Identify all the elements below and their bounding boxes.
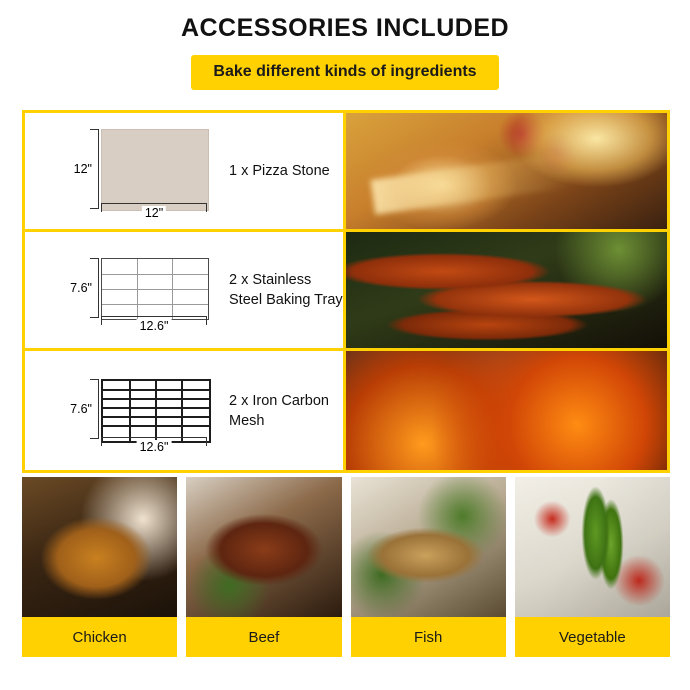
food-card-fish: [351, 477, 506, 657]
mesh-width-label: 12.6": [137, 440, 172, 454]
asparagus-vegetable-photo-wrap: [515, 477, 670, 617]
baking-tray-width-dimension: [101, 316, 207, 338]
grilled-fish-photo: [351, 477, 506, 617]
mesh-width-dimension: [101, 437, 207, 459]
accessories-table: [22, 110, 670, 473]
subtitle-banner: Bake different kinds of ingredients: [191, 55, 498, 90]
accessory-label-iron-carbon-mesh: 2 x Iron Carbon Mesh: [229, 392, 329, 429]
accessory-label-baking-tray: 2 x Stainless Steel Baking Tray: [229, 272, 343, 308]
seared-beef-photo-wrap: [186, 477, 341, 617]
grilled-sausages-photo: [346, 232, 667, 348]
food-card-caption-beef: Beef: [186, 617, 341, 657]
asparagus-vegetable-photo: [515, 477, 670, 617]
pizza-stone-width-label: 12": [142, 206, 166, 220]
seared-beef-photo: [186, 477, 341, 617]
accessory-photo-charcoal: [346, 351, 667, 470]
accessory-photo-sausages: [346, 232, 667, 348]
pizza-stone-width-dimension: [101, 203, 207, 225]
roast-chicken-photo: [22, 477, 177, 617]
accessory-photo-pizza: [346, 113, 667, 229]
baking-tray-width-label: 12.6": [137, 319, 172, 333]
pizza-stone-diagram: [65, 121, 215, 221]
burning-charcoal-photo: [346, 351, 667, 470]
accessory-label-pizza-stone: 1 x Pizza Stone: [229, 163, 330, 179]
food-card-vegetable: [515, 477, 670, 657]
mesh-height-dimension: [65, 379, 99, 439]
page-title: ACCESSORIES INCLUDED: [180, 14, 510, 42]
baking-tray-height-label: 7.6": [70, 281, 92, 295]
pizza-stone-height-dimension: [65, 129, 99, 209]
roast-chicken-photo-wrap: [22, 477, 177, 617]
iron-carbon-mesh-shape: [101, 379, 211, 443]
mesh-height-label: 7.6": [70, 401, 92, 416]
food-card-beef: [186, 477, 341, 657]
baking-tray-diagram: [65, 240, 215, 340]
accessory-row-pizza-stone: [25, 113, 667, 232]
food-card-chicken: [22, 477, 177, 657]
accessory-row-iron-carbon-mesh: [25, 351, 667, 470]
baking-tray-height-dimension: [65, 258, 99, 318]
food-card-caption-fish: Fish: [351, 617, 506, 657]
food-cards: [22, 477, 670, 657]
grilled-fish-photo-wrap: [351, 477, 506, 617]
pizza-stone-height-label: 12": [73, 162, 92, 176]
accessory-info-iron-carbon-mesh: [25, 351, 346, 470]
baking-tray-shape: [101, 258, 209, 320]
pizza-stone-shape: [101, 129, 209, 211]
accessory-row-baking-tray: [25, 232, 667, 351]
subtitle-banner-wrap: [0, 55, 690, 90]
pizza-cheese-pull-photo: [346, 113, 667, 229]
accessory-info-pizza-stone: [25, 113, 346, 229]
food-card-caption-vegetable: Vegetable: [515, 617, 670, 657]
food-card-caption-chicken: Chicken: [22, 617, 177, 657]
accessory-info-baking-tray: [25, 232, 346, 348]
iron-carbon-mesh-diagram: [65, 361, 215, 461]
